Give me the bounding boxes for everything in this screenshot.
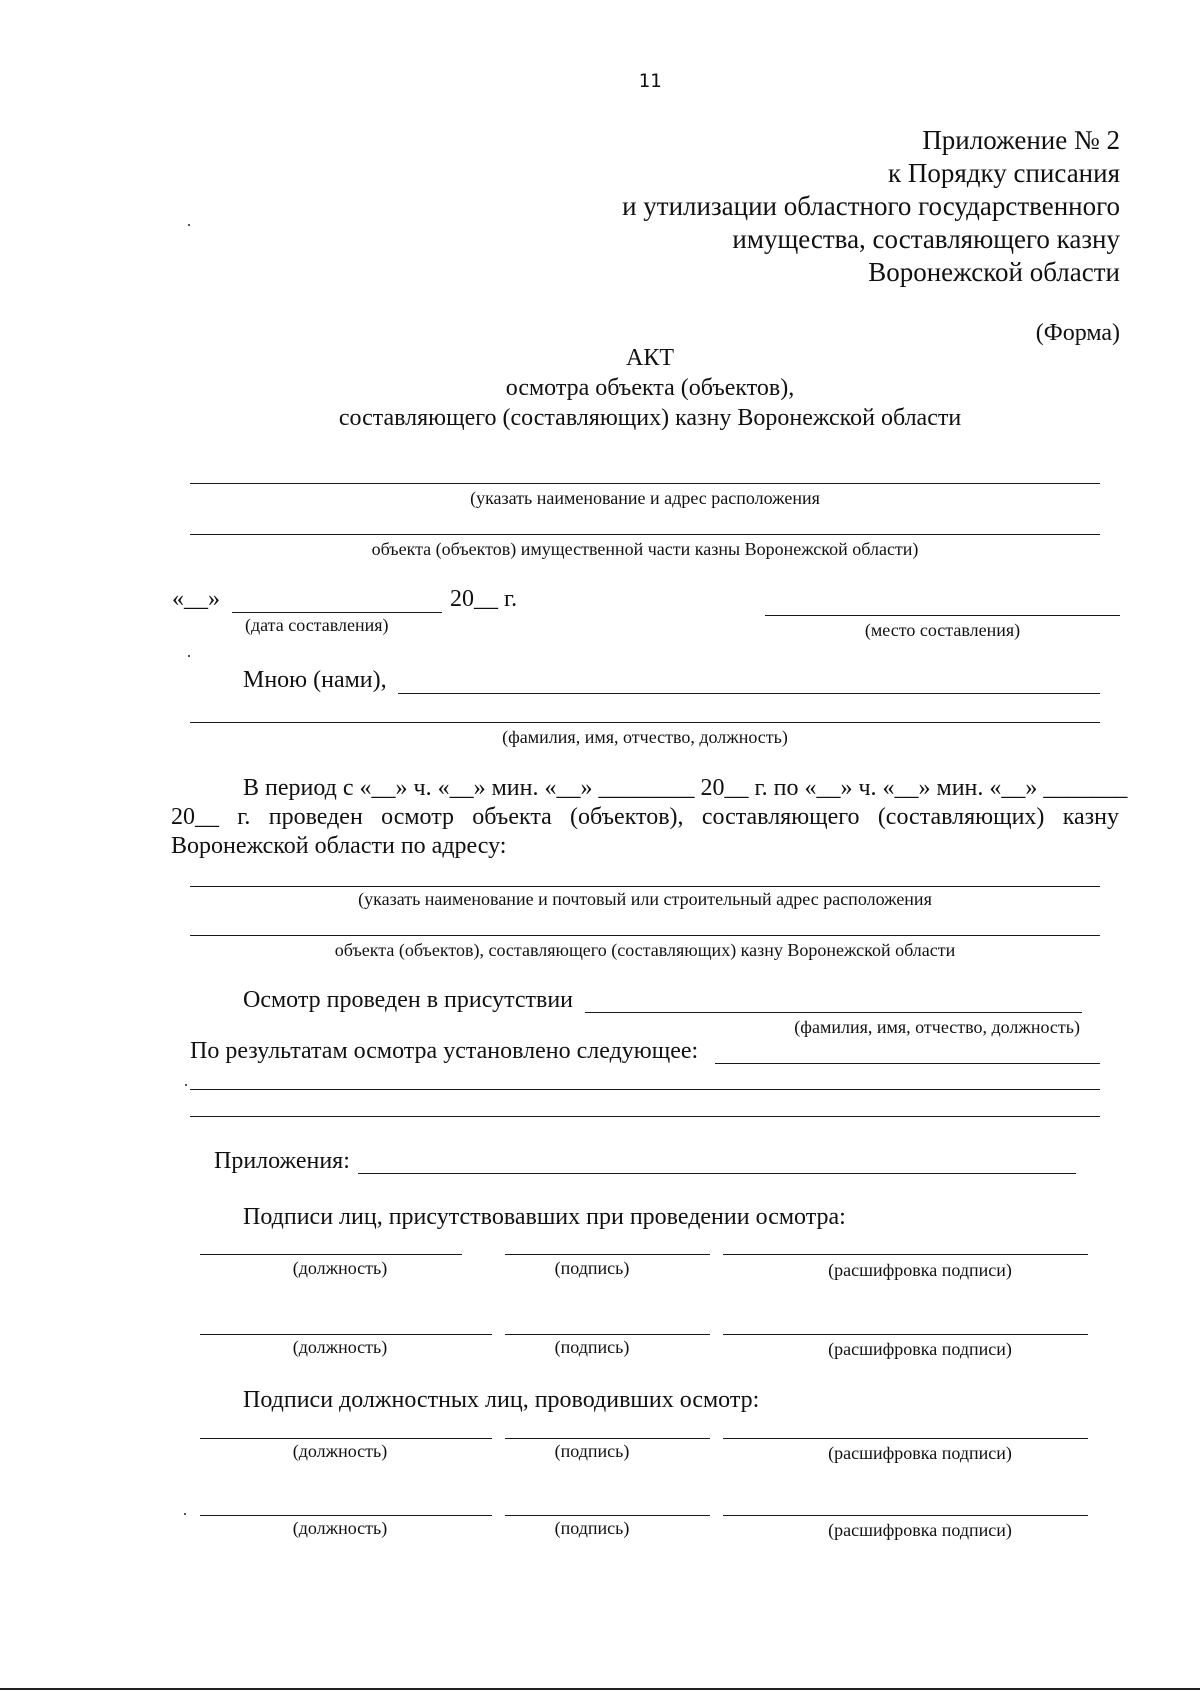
signature-line[interactable] [505,1254,710,1255]
signature-position-line[interactable] [200,1438,492,1439]
date-caption: (дата составления) [245,615,389,635]
date-year-field[interactable]: 20__ г. [450,586,518,612]
page-number: 11 [638,70,662,92]
signature-caption: (подпись) [554,1441,630,1461]
by-us-line-2[interactable] [190,722,1100,723]
signature-decoding-line[interactable] [723,1515,1088,1516]
signature-caption: (подпись) [554,1258,630,1278]
date-day-field[interactable]: «__» [172,586,220,612]
signature-caption: (подпись) [554,1518,630,1538]
position-caption: (должность) [292,1518,388,1538]
presence-line[interactable] [585,1012,1082,1013]
appendix-line: Приложение № 2 [922,125,1120,155]
act-subtitle: осмотра объекта (объектов), [505,375,795,401]
results-line-3[interactable] [190,1116,1100,1117]
signature-line[interactable] [505,1334,710,1335]
position-caption: (должность) [292,1258,388,1278]
by-us-line[interactable] [398,693,1100,694]
scan-speck [185,1084,187,1086]
place-caption: (место составления) [864,620,1021,640]
presence-label: Осмотр проведен в присутствии [243,987,574,1013]
signature-line[interactable] [505,1515,710,1516]
address-line-2[interactable] [190,935,1100,936]
period-line-2 [171,804,1119,831]
signature-decoding-line[interactable] [723,1254,1088,1255]
presence-caption: (фамилия, имя, отчество, должность) [794,1017,1080,1037]
bottom-rule [0,1688,1200,1690]
place-line[interactable] [765,615,1120,616]
decoding-caption: (расшифровка подписи) [828,1520,1012,1540]
appendix-line: к Порядку списания [887,158,1120,188]
official-signatures-heading: Подписи должностных лиц, проводивших осмотр: [243,1387,760,1413]
scan-speck [184,1513,186,1515]
signature-position-line[interactable] [200,1515,492,1516]
attachments-label: Приложения: [214,1148,350,1174]
form-label: (Форма) [1035,320,1120,346]
signature-decoding-line[interactable] [723,1334,1088,1335]
results-label: По результатам осмотра установлено следующее: [190,1038,699,1064]
results-line[interactable] [715,1063,1100,1064]
appendix-line: и утилизации областного государственного [622,191,1120,221]
position-caption: (должность) [292,1337,388,1357]
decoding-caption: (расшифровка подписи) [828,1443,1012,1463]
act-subtitle: составляющего (составляющих) казну Воронежской области [338,405,962,431]
object-hint-caption: (указать наименование и адрес расположения [470,488,820,508]
by-us-caption: (фамилия, имя, отчество, должность) [502,727,788,747]
present-signatures-heading: Подписи лиц, присутствовавших при проведении осмотра: [243,1204,846,1230]
position-caption: (должность) [292,1441,388,1461]
address-line[interactable] [190,886,1100,887]
object-hint-caption: объекта (объектов) имущественной части казны Воронежской области) [371,539,919,559]
by-us-label: Мною (нами), [243,667,387,693]
appendix-line: Воронежской области [868,257,1120,287]
object-address-line[interactable] [190,534,1100,535]
scan-speck [188,224,190,226]
period-line-1: В период с «__» ч. «__» мин. «__» ________ 20__ г. по «__» ч. «__» мин. «__» _______ [243,775,1128,801]
address-hint-caption: объекта (объектов), составляющего (составляющих) казну Воронежской области [334,940,956,960]
signature-position-line[interactable] [200,1254,462,1255]
attachments-line[interactable] [358,1173,1076,1174]
decoding-caption: (расшифровка подписи) [828,1260,1012,1280]
act-title: АКТ [626,345,674,371]
signature-decoding-line[interactable] [723,1438,1088,1439]
appendix-line: имущества, составляющего казну [732,224,1120,254]
period-line-3: Воронежской области по адресу: [171,833,507,859]
address-hint-caption: (указать наименование и почтовый или строительный адрес расположения [358,889,932,909]
appendix-block [622,124,1120,289]
results-line-2[interactable] [190,1089,1100,1090]
object-name-line[interactable] [190,483,1100,484]
date-month-line[interactable] [232,612,442,613]
scan-speck [188,655,190,657]
decoding-caption: (расшифровка подписи) [828,1339,1012,1359]
signature-caption: (подпись) [554,1337,630,1357]
signature-line[interactable] [505,1438,710,1439]
period-text: 20__ г. проведен осмотр объекта (объектов), составляющего (составляющих) казну [171,804,1119,830]
signature-position-line[interactable] [200,1334,492,1335]
